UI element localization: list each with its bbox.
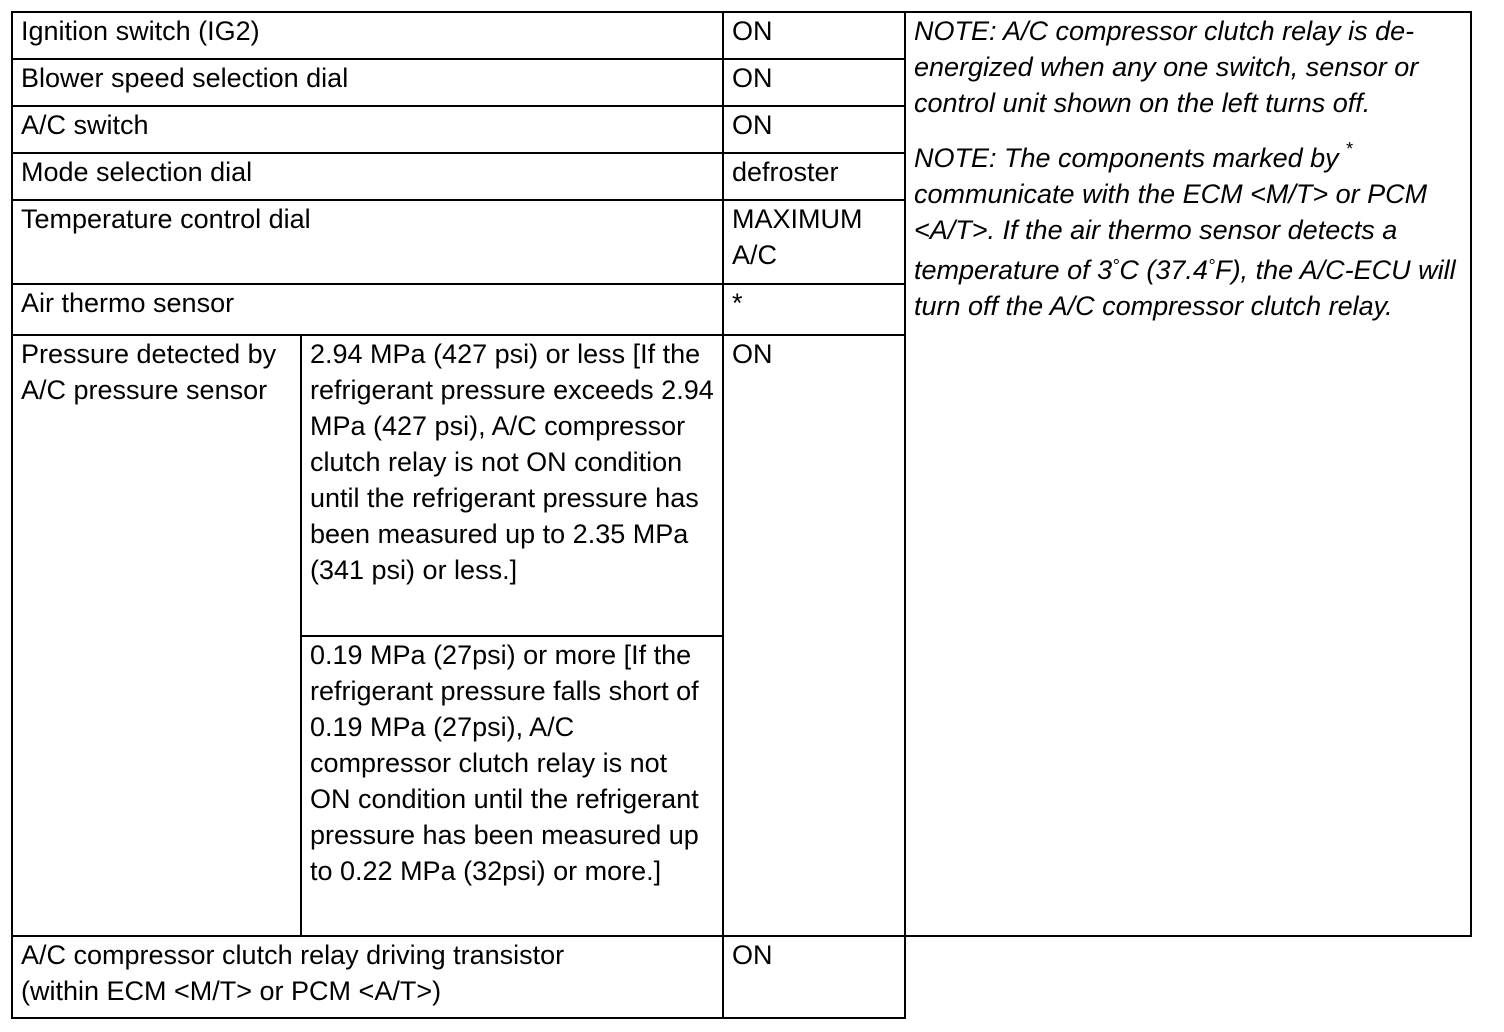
condition-table [11, 11, 1472, 1019]
note2-text-c: C (37.4 [1119, 255, 1208, 285]
pressure-condition-high: 2.94 MPa (427 psi) or less [If the refrigerant pressure exceeds 2.94 MPa (427 psi), A/C compressor clutch relay is not ON condition until the refrigerant pressure has been measured up to 2.35 MPa (341 psi) or less.] [301, 335, 723, 636]
note-compressor-relay: NOTE: A/C compressor clutch relay is de-energized when any one switch, sensor or control unit shown on the left turns off. [914, 16, 1419, 118]
row-value-temperature [723, 200, 905, 284]
notes-cell [905, 12, 1471, 936]
temperature-value-line1: MAXIMUM [732, 204, 863, 234]
row-value-mode: defroster [723, 153, 905, 200]
row-label-pressure: Pressure detected by A/C pressure sensor [12, 335, 301, 936]
note-components-marked [914, 131, 1462, 324]
note2-text-d: F), the A/C-ECU will turn off the A/C compressor clutch relay. [914, 255, 1456, 321]
pressure-condition-low: 0.19 MPa (27psi) or more [If the refrigerant pressure falls short of 0.19 MPa (27psi), A/C compressor clutch relay is not ON condition until the refrigerant pressure has been measured up to 0.22 MPa (32psi) or more.] [301, 636, 723, 936]
row-value-ac-switch: ON [723, 106, 905, 153]
row-label-air-thermo: Air thermo sensor [12, 284, 723, 335]
row-label-ignition: Ignition switch (IG2) [12, 12, 723, 59]
degree-symbol-f: ° [1207, 256, 1216, 276]
row-value-transistor: ON [723, 936, 905, 1018]
table-row [12, 12, 1471, 59]
row-label-blower: Blower speed selection dial [12, 59, 723, 106]
transistor-label-line2: (within ECM <M/T> or PCM <A/T>) [21, 976, 442, 1006]
row-label-temperature: Temperature control dial [12, 200, 723, 284]
row-value-ignition: ON [723, 12, 905, 59]
note2-asterisk: * [1346, 139, 1354, 159]
table-row [12, 936, 1471, 1018]
row-label-transistor [12, 936, 723, 1018]
row-label-mode: Mode selection dial [12, 153, 723, 200]
row-label-ac-switch: A/C switch [12, 106, 723, 153]
transistor-label-line1: A/C compressor clutch relay driving transistor [21, 940, 565, 970]
row-value-pressure: ON [723, 335, 905, 936]
degree-symbol-c: ° [1112, 256, 1120, 276]
row-value-blower: ON [723, 59, 905, 106]
note2-text-b: communicate with the ECM <M/T> or PCM <A/T>. If the air thermo sensor detects a temperature of 3 [914, 179, 1428, 285]
note2-text-a: NOTE: The components marked by [914, 143, 1347, 173]
temperature-value-line2: A/C [732, 240, 778, 270]
row-value-air-thermo: * [723, 284, 905, 335]
